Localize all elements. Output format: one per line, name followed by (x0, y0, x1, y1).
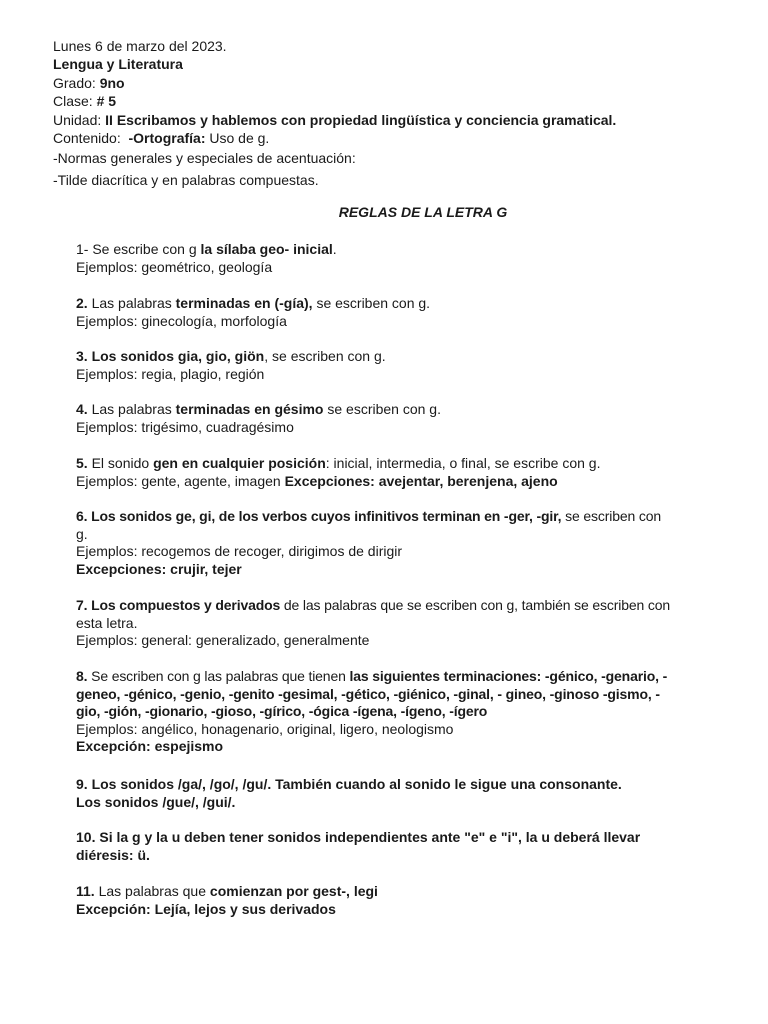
rule-8: 8. Se escriben con g las palabras que tienen las siguientes terminaciones: -génico, -genario, - geneo, -génico, -genio, -genito -gesimal, -gético, -giénico, -ginal, - gineo, -ginoso -gismo, - gio, -gión, -gionario, -gioso, -gírico, -ógica -ígena, -ígeno, -ígero Ejemplos: angélico, honagenario, original, ligero, neologismo Excepción: espejismo (76, 668, 668, 755)
clase-line: Clase: # 5 (53, 93, 117, 110)
rule-11: 11. Las palabras que comienzan por gest-, legi Excepción: Lejía, lejos y sus derivados (76, 883, 378, 917)
rule-6: 6. Los sonidos ge, gi, de los verbos cuyos infinitivos terminan en -ger, -gir, se escriben con g. Ejemplos: recogemos de recoger, dirigimos de dirigir Excepciones: crujir, tejer (76, 508, 661, 577)
unidad-line: Unidad: II Escribamos y hablemos con propiedad lingüística y conciencia gramatical. (53, 111, 617, 128)
tilde-line: -Tilde diacrítica y en palabras compuestas. (53, 171, 319, 188)
contenido-line: Contenido: -Ortografía: Uso de g. (53, 130, 270, 147)
document-title: REGLAS DE LA LETRA G (338, 204, 508, 220)
rule-5: 5. El sonido gen en cualquier posición: inicial, intermedia, o final, se escribe con g. Ejemplos: gente, agente, imagen Excepciones: avejentar, berenjena, ajeno (76, 455, 601, 489)
document-header (53, 37, 616, 189)
rule-3: 3. Los sonidos gia, gio, giön, se escriben con g. Ejemplos: regia, plagio, región (76, 348, 386, 382)
rule-9: 9. Los sonidos /ga/, /go/, /gu/. También cuando al sonido le sigue una consonante. Los sonidos /gue/, /gui/. (76, 776, 622, 810)
rule-1: 1- Se escribe con g la sílaba geo- inicial. Ejemplos: geométrico, geología (76, 241, 337, 275)
normas-line: -Normas generales y especiales de acentuación: (53, 150, 356, 167)
rule-2: 2. Las palabras terminadas en (-gía), se escriben con g. Ejemplos: ginecología, morfología (76, 295, 431, 329)
subject-line: Lengua y Literatura (53, 56, 183, 73)
rule-10: 10. Si la g y la u deben tener sonidos independientes ante "e" e "i", la u deberá llevar diéresis: ü. (76, 829, 641, 863)
rule-7: 7. Los compuestos y derivados de las palabras que se escriben con g, también se escriben con esta letra. Ejemplos: general: generalizado, generalmente (76, 597, 670, 649)
date-line: Lunes 6 de marzo del 2023. (53, 38, 227, 54)
rule-4: 4. Las palabras terminadas en gésimo se escriben con g. Ejemplos: trigésimo, cuadragésimo (76, 401, 441, 435)
grado-line: Grado: 9no (53, 74, 125, 91)
